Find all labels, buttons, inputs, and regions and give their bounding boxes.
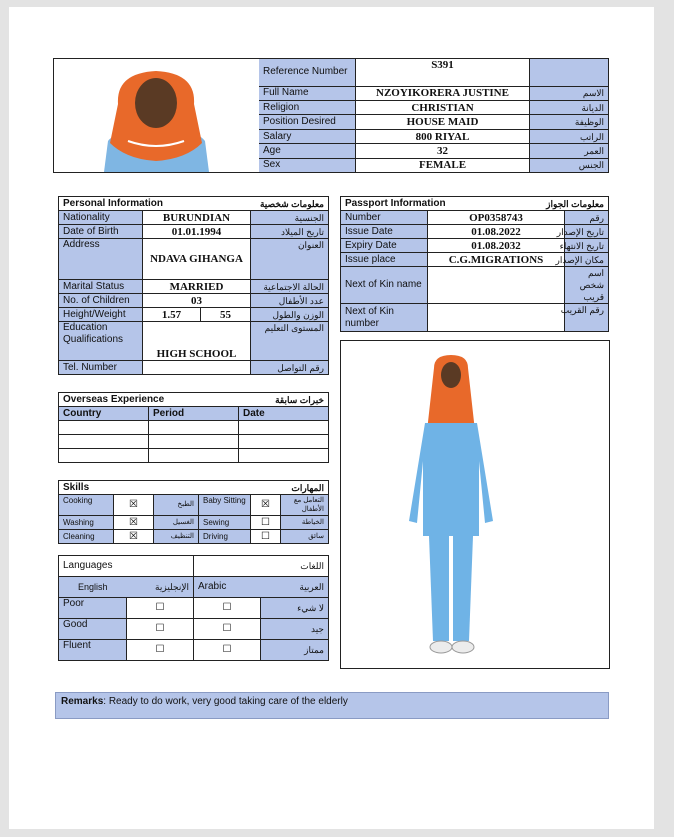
religion-label: Religion: [259, 101, 356, 115]
overseas-row: [59, 449, 329, 463]
age-ar: العمر: [530, 144, 609, 158]
expiry-ar: تاريخ الانتهاء: [565, 239, 609, 253]
lang-good-english-checkbox[interactable]: ☐: [127, 619, 194, 640]
skills-title-ar: المهارات: [199, 481, 329, 495]
reference-label: Reference Number: [259, 59, 356, 87]
lang-poor-label: Poor: [59, 598, 127, 619]
passport-number-label: Number: [341, 211, 428, 225]
children-label: No. of Children: [59, 294, 143, 308]
dob-label: Date of Birth: [59, 225, 143, 239]
issue-place-label: Issue place: [341, 253, 428, 267]
arabic-label: Arabic: [194, 577, 261, 598]
hw-label: Height/Weight: [59, 308, 143, 322]
passport-title: Passport Information: [341, 197, 565, 211]
arabic-ar: العربية: [261, 577, 329, 598]
issue-date-label: Issue Date: [341, 225, 428, 239]
sex-ar: الجنس: [530, 158, 609, 172]
skill-cooking-ar: الطبخ: [154, 495, 199, 516]
education-value: HIGH SCHOOL: [143, 322, 251, 361]
cv-page: [9, 7, 654, 829]
salary-ar: الراتب: [530, 129, 609, 143]
portrait-photo: [54, 59, 259, 172]
lang-fluent-ar: ممتاز: [261, 640, 329, 661]
skill-sewing-checkbox[interactable]: ☐: [251, 516, 281, 530]
nationality-value: BURUNDIAN: [143, 211, 251, 225]
passport-number-value: OP0358743: [428, 211, 565, 225]
skill-cleaning-ar: التنظيف: [154, 530, 199, 544]
skill-washing-label: Washing: [59, 516, 114, 530]
dob-value: 01.01.1994: [143, 225, 251, 239]
kin-name-label: Next of Kin name: [341, 267, 428, 304]
lang-poor-ar: لا شيء: [261, 598, 329, 619]
position-ar: الوظيفة: [530, 115, 609, 129]
kin-name-value: [428, 267, 565, 304]
salary-value: 800 RIYAL: [356, 129, 530, 143]
skill-babysitting-label: Baby Sitting: [199, 495, 251, 516]
personal-title-ar: معلومات شخصية: [251, 197, 329, 211]
salary-label: Salary: [259, 129, 356, 143]
lang-fluent-english-checkbox[interactable]: ☐: [127, 640, 194, 661]
nationality-ar: الجنسية: [251, 211, 329, 225]
reference-value: S391: [356, 59, 530, 87]
hw-ar: الوزن والطول: [251, 308, 329, 322]
skill-babysitting-checkbox[interactable]: ☒: [251, 495, 281, 516]
languages-title-ar: اللغات: [194, 556, 329, 577]
lang-good-arabic-checkbox[interactable]: ☐: [194, 619, 261, 640]
lang-good-ar: جيد: [261, 619, 329, 640]
overseas-row: [59, 421, 329, 435]
weight-value: 55: [201, 308, 251, 322]
education-label: Education Qualifications: [59, 322, 143, 361]
children-ar: عدد الأطفال: [251, 294, 329, 308]
address-value: NDAVA GIHANGA: [143, 239, 251, 280]
passport-info-table: [340, 196, 609, 332]
sex-label: Sex: [259, 158, 356, 172]
personal-title: Personal Information: [59, 197, 251, 211]
religion-ar: الديانة: [530, 101, 609, 115]
address-ar: العنوان: [251, 239, 329, 280]
issue-date-value: 01.08.2022: [428, 225, 565, 239]
skill-cooking-label: Cooking: [59, 495, 114, 516]
children-value: 03: [143, 294, 251, 308]
issue-place-ar: مكان الإصدار: [565, 253, 609, 267]
full-body-photo: [341, 341, 609, 668]
address-label: Address: [59, 239, 143, 280]
nationality-label: Nationality: [59, 211, 143, 225]
age-label: Age: [259, 144, 356, 158]
skill-driving-checkbox[interactable]: ☐: [251, 530, 281, 544]
skills-table: [58, 480, 329, 544]
kin-number-label: Next of Kin number: [341, 304, 428, 332]
position-value: HOUSE MAID: [356, 115, 530, 129]
lang-fluent-arabic-checkbox[interactable]: ☐: [194, 640, 261, 661]
lang-poor-english-checkbox[interactable]: ☐: [127, 598, 194, 619]
overseas-header-period: Period: [149, 407, 239, 421]
sex-value: FEMALE: [356, 158, 530, 172]
reference-ar: [530, 59, 609, 87]
skill-sewing-ar: الخياطة: [281, 516, 329, 530]
kin-number-ar: رقم القريب: [565, 304, 609, 332]
languages-table: [58, 555, 329, 661]
issue-place-value: C.G.MIGRATIONS: [428, 253, 565, 267]
religion-value: CHRISTIAN: [356, 101, 530, 115]
portrait-cell: [54, 59, 259, 173]
lang-fluent-label: Fluent: [59, 640, 127, 661]
remarks-label: Remarks: [61, 696, 104, 707]
fullname-label: Full Name: [259, 86, 356, 100]
marital-value: MARRIED: [143, 280, 251, 294]
skill-cooking-checkbox[interactable]: ☒: [114, 495, 154, 516]
skill-sewing-label: Sewing: [199, 516, 251, 530]
expiry-label: Expiry Date: [341, 239, 428, 253]
skill-washing-checkbox[interactable]: ☒: [114, 516, 154, 530]
kin-number-value: [428, 304, 565, 332]
issue-date-ar: تاريخ الإصدار: [565, 225, 609, 239]
skill-driving-ar: سائق: [281, 530, 329, 544]
skill-washing-ar: الغسيل: [154, 516, 199, 530]
skill-cleaning-checkbox[interactable]: ☒: [114, 530, 154, 544]
remarks-box: [55, 692, 609, 719]
skill-cleaning-label: Cleaning: [59, 530, 114, 544]
overseas-header-date: Date: [239, 407, 329, 421]
marital-label: Marital Status: [59, 280, 143, 294]
marital-ar: الحالة الاجتماعية: [251, 280, 329, 294]
age-value: 32: [356, 144, 530, 158]
skills-title: Skills: [59, 481, 199, 495]
height-value: 1.57: [143, 308, 201, 322]
fullname-ar: الاسم: [530, 86, 609, 100]
overseas-table: [58, 392, 329, 463]
fullname-value: NZOYIKORERA JUSTINE: [356, 86, 530, 100]
lang-good-label: Good: [59, 619, 127, 640]
overseas-header-country: Country: [59, 407, 149, 421]
english-label: English: [59, 577, 127, 598]
skill-driving-label: Driving: [199, 530, 251, 544]
languages-title: Languages: [59, 556, 194, 577]
expiry-value: 01.08.2032: [428, 239, 565, 253]
tel-value: [143, 361, 251, 375]
overseas-title: Overseas Experience: [59, 393, 239, 407]
remarks-text: : Ready to do work, very good taking care of the elderly: [103, 696, 348, 707]
english-ar: الإنجليزية: [127, 577, 194, 598]
skill-babysitting-ar: التعامل مع الأطفال: [281, 495, 329, 516]
tel-ar: رقم التواصل: [251, 361, 329, 375]
top-info-table: [53, 58, 609, 173]
passport-title-ar: معلومات الجواز: [565, 197, 609, 211]
overseas-title-ar: خبرات سابقة: [239, 393, 329, 407]
personal-info-table: [58, 196, 329, 375]
kin-name-ar: اسم شخص قريب: [565, 267, 609, 304]
overseas-row: [59, 435, 329, 449]
passport-number-ar: رقم: [565, 211, 609, 225]
position-label: Position Desired: [259, 115, 356, 129]
lang-poor-arabic-checkbox[interactable]: ☐: [194, 598, 261, 619]
tel-label: Tel. Number: [59, 361, 143, 375]
dob-ar: تاريخ الميلاد: [251, 225, 329, 239]
full-body-photo-frame: [340, 340, 610, 669]
education-ar: المستوى التعليم: [251, 322, 329, 361]
